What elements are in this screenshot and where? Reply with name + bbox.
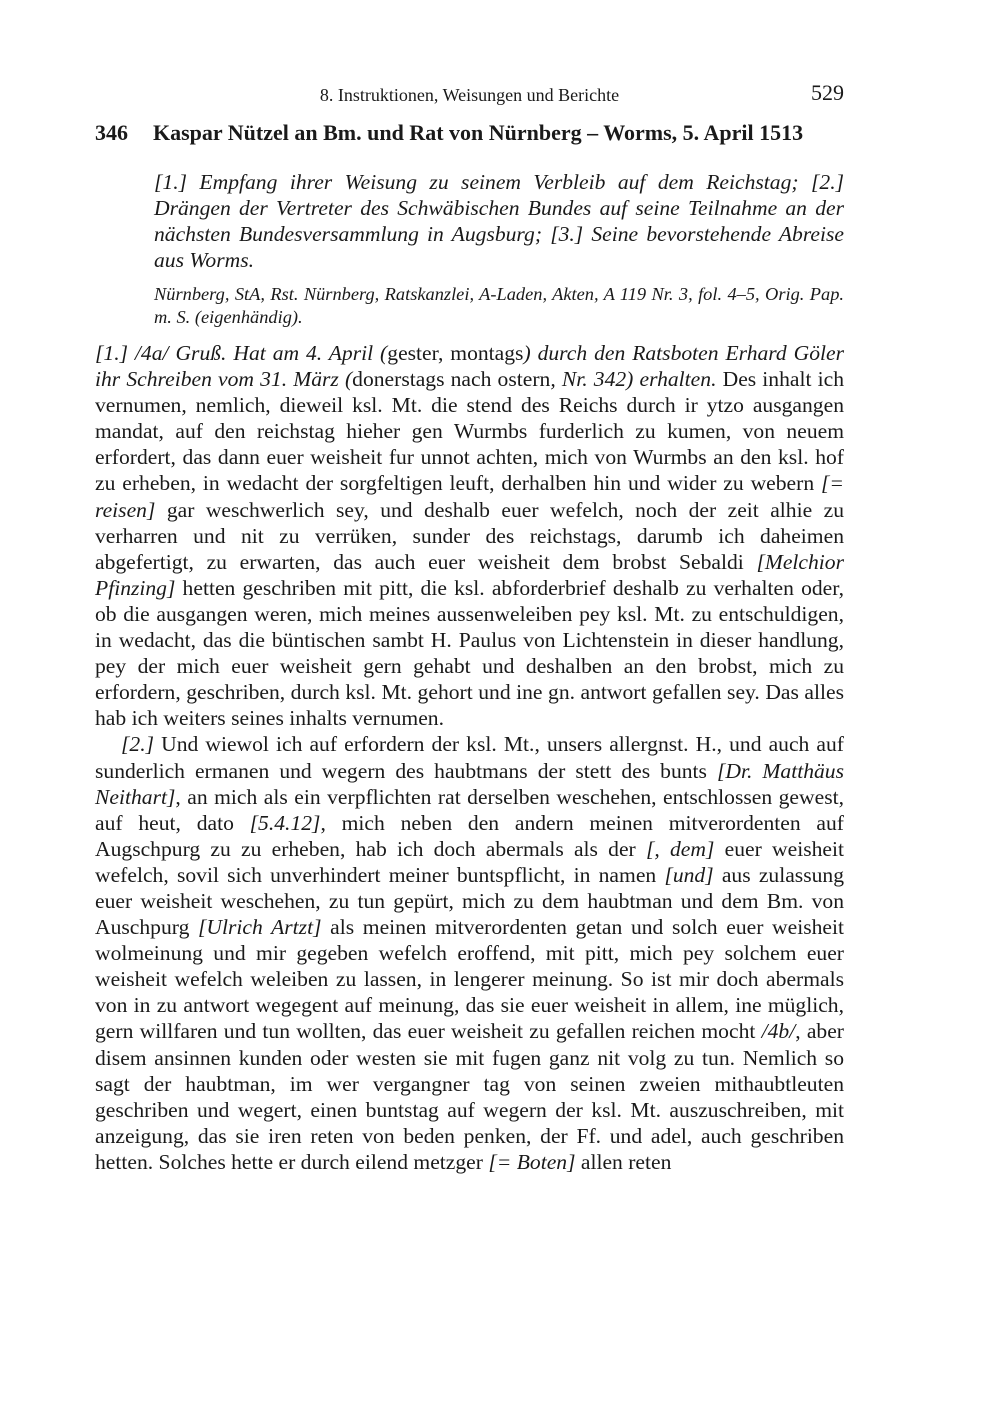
source-text: allen reten: [575, 1149, 672, 1174]
source-text: Des inhalt ich vernumen, nemlich, dieweil ksl. Mt. die stend des Reichs durch ir ytzo ausgangen mandat, auf den reichstag hieher gen Wurmbs furderlich zu kumen, von neuem erfordert, das dann euer weisheit fur unnot achten, mich von Wurmbs an den ksl. hof zu erheben, in wedacht der sorgfeltigen leuft, derhalben hin und wider zu webern: [95, 367, 844, 496]
source-text: , an mich als ein verpflichten rat derselben weschehen, entschlossen gewest, auf heut, dato: [95, 784, 844, 835]
paragraph-1: [95, 340, 844, 731]
source-citation: Nürnberg, StA, Rst. Nürnberg, Ratskanzlei, A-Laden, Akten, A 119 Nr. 3, fol. 4–5, Orig. Pap. m. S. (eigenhändig).: [154, 284, 844, 327]
source-text: als meinen mitverordenten getan und solch euer weisheit wolmeinung und mir gegeben wefelch eroffend, mit pitt, mich pey solchem euer weisheit wefelch weleiben zu lassen, in lengerer meinung. So ist mir doch abermals von in zu antwort wegegent auf meinung, das sie euer weisheit in allem, ine müglich, gern willfaren und tun wollten, das euer weisheit zu gefallen reichen mocht: [95, 915, 845, 1044]
document-body: [95, 340, 844, 1175]
source-text: aus zulassung euer weisheit weschehen, zu tun gepürt, mich zu dem haubtman und dem Bm. von Auschpurg: [95, 862, 844, 940]
editorial-text: ) durch den Ratsboten Erhard Göler ihr Schreiben vom 31. März (: [95, 341, 844, 392]
editorial-note: [= Boten]: [488, 1149, 576, 1174]
section-marker: [2.]: [121, 732, 155, 757]
source-text: , mich neben den andern meinen mitverordenten auf Augschpurg zu zu erheben, hab ich doch abermals als der: [95, 810, 844, 861]
source-text: gar weschwerlich sey, und deshalb euer wefelch, noch der zeit alhie zu verharren und nit zu verrüken, sunder des reichstags, darumb ich daheimen abgefertigt, zu erwarten, das auch euer weisheit dem brobst Sebaldi: [95, 497, 844, 574]
quoted-text: donerstags nach ostern: [352, 367, 551, 392]
document-title: Kaspar Nützel an Bm. und Rat von Nürnberg – Worms, 5. April 1513: [153, 120, 804, 145]
quoted-text: gester, montags: [387, 341, 524, 365]
folio-marker: /4b/: [761, 1019, 796, 1044]
document-summary: [154, 169, 844, 273]
source-text: Und wiewol ich auf erfordern der ksl. Mt., unsers allergnst. H., und auch auf sunderlich ermanen und wegern des haubtmans der stett des bunts: [95, 732, 844, 783]
editorial-note: [, dem]: [645, 836, 715, 861]
source-text: euer weisheit wefelch, sovil sich unverhindert meiner buntspflicht, in namen: [95, 836, 844, 887]
summary-text: [1.] Empfang ihrer Weisung zu seinem Verbleib auf dem Reichstag; [2.] Drängen der Vertreter des Schwäbischen Bundes auf seine Teilnahme an der nächsten Bundesversammlung in Augsburg; [3.] Seine bevorstehende Abreise aus Worms.: [154, 170, 844, 272]
editorial-text: [1.] /4a/ Gruß. Hat am 4. April (: [95, 341, 388, 365]
editorial-text: , Nr. 342) erhalten.: [550, 367, 717, 392]
editorial-note: [Dr. Matthäus Neithart]: [95, 758, 844, 809]
source-text: , aber disem ansinnen kunden oder westen sie mit fugen ganz nit volg zu tun. Nemlich so sagt der haubtman, im wer vergangner tag von seinen zweien mithaubtleuten geschriben und wegert, einen buntstag auf wegern der ksl. Mt. auszuschreiben, mit anzeigung, das sie iren reten von beden penken, der Ff. und adel, auch geschriben hetten. Solches hette er durch eilend metzger: [95, 1019, 844, 1174]
source-text: hetten geschriben mit pitt, die ksl. abforderbrief deshalb zu verhalten oder, ob die ausgangen weren, mich meines aussenweleiben pey ksl. Mt. zu entschuldigen, in wedacht, das die büntischen sambt H. Paulus von Lichtenstein in dieser handlung, pey der mich euer weisheit gern gehabt und deshalben an den brobst, mich zu erfordern, geschriben, durch ksl. Mt. gehort und ine gn. antwort gefallen sey. Das alles hab ich weiters seines inhalts vernumen.: [95, 575, 844, 731]
editorial-note: [5.4.12]: [249, 810, 321, 835]
editorial-note: [und]: [664, 862, 714, 887]
editorial-note: [Ulrich Artzt]: [198, 915, 322, 940]
editorial-note: [Melchior Pfinzing]: [95, 549, 844, 600]
paragraph-2: [95, 731, 844, 1175]
page-number: 529: [811, 80, 844, 105]
editorial-note: [= reisen]: [95, 471, 844, 522]
running-title: 8. Instruktionen, Weisungen und Berichte: [319, 85, 620, 105]
running-header: [95, 80, 844, 108]
document-number: 346: [95, 120, 128, 145]
document-heading: [95, 120, 844, 146]
